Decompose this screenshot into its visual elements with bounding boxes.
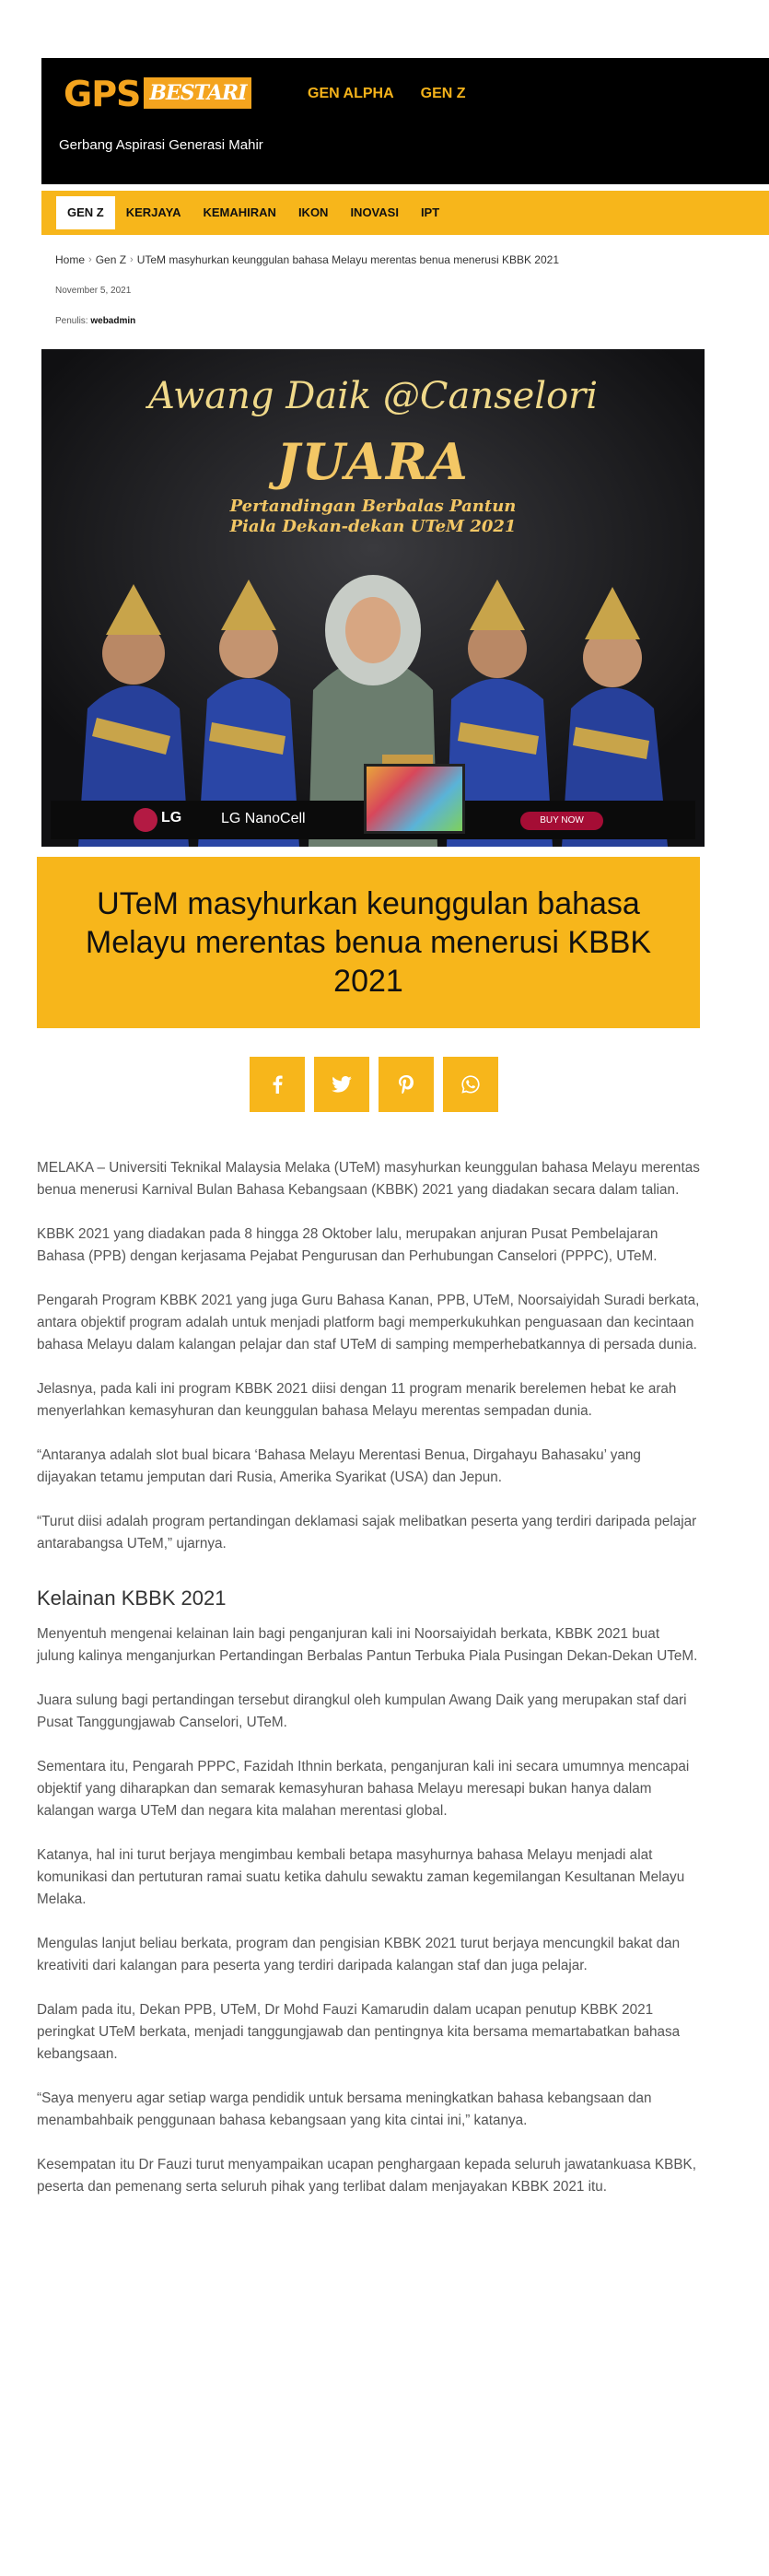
tv-image [364, 764, 465, 834]
article-paragraph: Mengulas lanjut beliau berkata, program dan pengisian KBBK 2021 turut berjaya mencungkil bakat dan kreativiti dari kalangan para peserta yang terdiri daripada kalangan staf dan juga pelajar. [37, 1936, 681, 1973]
menu-item-ipt[interactable]: IPT [420, 205, 440, 219]
author-label: Penulis: [55, 316, 88, 326]
site-header [41, 58, 769, 184]
author-name[interactable]: webadmin [90, 316, 136, 326]
facebook-icon [271, 1075, 284, 1094]
breadcrumb-current: UTeM masyhurkan keunggulan bahasa Melayu merentas benua menerusi KBBK 2021 [136, 253, 559, 266]
hero-subtitle [41, 497, 705, 537]
twitter-icon [332, 1076, 352, 1093]
share-twitter-button[interactable] [314, 1057, 369, 1112]
article-paragraph: Katanya, hal ini turut berjaya mengimbau kembali betapa masyhurnya bahasa Melayu menjadi alat komunikasi dan pertuturan ramai suatu ketika dahulu sewaktu zaman kegemilangan Kesultanan Melayu Melaka. [37, 1847, 685, 1907]
share-buttons [250, 1057, 498, 1112]
menu-item-gen-z[interactable]: GEN Z [56, 196, 115, 229]
hero-script-title: Awang Daik @Canselori [147, 375, 599, 417]
lg-logo-icon [134, 808, 157, 832]
header-nav [308, 86, 466, 102]
ad-brand: LG [161, 810, 182, 825]
share-whatsapp-button[interactable] [443, 1057, 498, 1112]
logo-gps-text: GPS [64, 74, 141, 114]
article-paragraph: Pengarah Program KBBK 2021 yang juga Guru Bahasa Kanan, PPB, UTeM, Noorsaiyidah Suradi berkata, antara objektif program adalah untuk menjadi platform bagi memperkukuhkan penguasaan dan kecintaan bahasa Melayu dalam kalangan pelajar dan staf UTeM di samping memperhebatkannya di persada dunia. [37, 1293, 700, 1352]
breadcrumb-home[interactable]: Home [55, 253, 86, 266]
lg-ad-banner[interactable] [51, 801, 695, 839]
article-title: UTeM masyhurkan keunggulan bahasa Melayu merentas benua menerusi KBBK 2021 [85, 886, 652, 999]
article-paragraph: Kesempatan itu Dr Fauzi turut menyampaikan ucapan penghargaan kepada seluruh jawatankuasa KBBK, peserta dan pemenang serta seluruh pihak yang terlibat dalam menjayakan KBBK 2021 itu. [37, 2157, 696, 2195]
article-paragraph: “Turut diisi adalah program pertandingan deklamasi sajak melibatkan peserta yang terdiri daripada pelajar antarabangsa UTeM,” ujarnya. [37, 1514, 697, 1551]
header-nav-gen-alpha[interactable]: GEN ALPHA [308, 86, 394, 101]
article-paragraph: Juara sulung bagi pertandingan tersebut dirangkul oleh kumpulan Awang Daik yang merupakan staf dari Pusat Tanggungjawab Canselori, UTeM. [37, 1692, 687, 1730]
chevron-right-icon: › [88, 254, 92, 265]
article-paragraph: “Antaranya adalah slot bual bicara ‘Bahasa Melayu Merentasi Benua, Dirgahayu Bahasaku’ yang dijayakan tetamu jemputan dari Rusia, Amerika Syarikat (USA) dan Jepun. [37, 1447, 641, 1485]
menu-item-ikon[interactable]: IKON [297, 205, 329, 219]
category-menu [41, 191, 769, 235]
post-author [55, 316, 135, 326]
article-title-box [37, 857, 700, 1028]
hero-juara-title: JUARA [276, 432, 470, 491]
article-paragraph: Sementara itu, Pengarah PPPC, Fazidah Ithnin berkata, penganjuran kali ini secara umumnya mencapai objektif yang diharapkan dan semarak kemasyhuran bahasa Melayu meresapi bukan hanya dalam kalangan warga UTeM dan negara kita malahan merentasi global. [37, 1759, 690, 1819]
featured-image [41, 349, 705, 847]
article-paragraph: MELAKA – Universiti Teknikal Malaysia Melaka (UTeM) masyhurkan keunggulan bahasa Melayu merentas benua menerusi Karnival Bulan Bahasa Kebangsaan (KBBK) 2021 yang diadakan secara dalam talian. [37, 1160, 700, 1198]
breadcrumb [55, 253, 559, 266]
article-paragraph: “Saya menyeru agar setiap warga pendidik untuk bersama meningkatkan bahasa kebangsaan dan menambahbaik penggunaan bahasa kebangsaan yang kita cintai ini,” katanya. [37, 2090, 652, 2128]
menu-item-inovasi[interactable]: INOVASI [350, 205, 399, 219]
ad-buy-now-button[interactable]: BUY NOW [520, 812, 603, 830]
pinterest-icon [399, 1075, 414, 1094]
breadcrumb-section[interactable]: Gen Z [95, 253, 127, 266]
article-paragraph: Dalam pada itu, Dekan PPB, UTeM, Dr Mohd Fauzi Kamarudin dalam ucapan penutup KBBK 2021 peringkat UTeM berkata, menjadi tanggungjawab dan pentingnya kita bersama memartabatkan bahasa kebangsaan. [37, 2002, 681, 2062]
logo-bestari-text: BESTARI [144, 77, 251, 109]
header-nav-gen-z[interactable]: GEN Z [420, 86, 466, 101]
share-pinterest-button[interactable] [379, 1057, 434, 1112]
chevron-right-icon: › [130, 254, 134, 265]
article-subheading: Kelainan KBBK 2021 [37, 1587, 227, 1610]
site-logo[interactable] [64, 74, 251, 114]
article-body [37, 1157, 700, 2220]
article-paragraph: Jelasnya, pada kali ini program KBBK 2021 diisi dengan 11 program menarik berelemen hebat ke arah menyerlahkan kemasyhuran dan keunggulan bahasa Melayu merentas sempadan dunia. [37, 1381, 677, 1419]
article-paragraph: Menyentuh mengenai kelainan lain bagi penganjuran kali ini Noorsaiyidah berkata, KBBK 2021 buat julung kalinya menganjurkan Pertandingan Berbalas Pantun Terbuka Piala Pusingan Dekan-Dekan UTeM. [37, 1626, 698, 1664]
hero-subtitle-line1: Pertandingan Berbalas Pantun [229, 497, 517, 516]
hero-subtitle-line2: Piala Dekan-dekan UTeM 2021 [229, 517, 517, 536]
whatsapp-icon [460, 1074, 481, 1095]
menu-item-kemahiran[interactable]: KEMAHIRAN [203, 205, 276, 219]
ad-product: LG NanoCell [221, 811, 306, 826]
post-date: November 5, 2021 [55, 286, 132, 296]
menu-item-kerjaya[interactable]: KERJAYA [125, 205, 181, 219]
share-facebook-button[interactable] [250, 1057, 305, 1112]
site-tagline: Gerbang Aspirasi Generasi Mahir [59, 137, 263, 153]
article-paragraph: KBBK 2021 yang diadakan pada 8 hingga 28 Oktober lalu, merupakan anjuran Pusat Pembelajaran Bahasa (PPB) dengan kerjasama Pejabat Pengurusan dan Perhubungan Canselori (PPPC), UTeM. [37, 1226, 658, 1264]
